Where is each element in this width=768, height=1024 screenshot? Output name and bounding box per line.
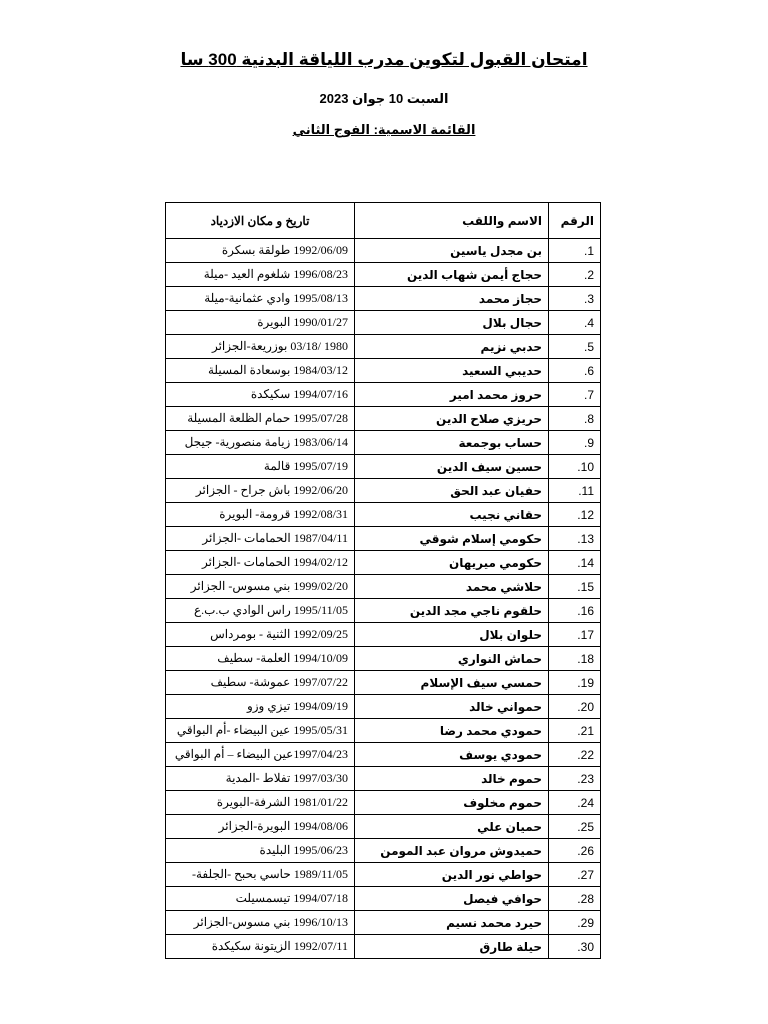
table-row	[166, 935, 601, 959]
row-number: 4.	[549, 311, 601, 335]
column-header-name: الاسم واللقب	[355, 203, 549, 239]
row-number: 1.	[549, 239, 601, 263]
candidate-name: حيرد محمد نسيم	[355, 911, 549, 935]
candidate-name: حسين سيف الدين	[355, 455, 549, 479]
table-row	[166, 719, 601, 743]
row-number: 26.	[549, 839, 601, 863]
candidate-name: حيلة طارق	[355, 935, 549, 959]
column-header-number: الرقم	[549, 203, 601, 239]
list-heading: القائمة الاسمية: الفوج الثاني	[292, 122, 476, 137]
row-number: 17.	[549, 623, 601, 647]
birth-date-place: 1995/07/19 قالمة	[166, 455, 355, 479]
table-row	[166, 815, 601, 839]
table-row	[166, 383, 601, 407]
birth-date-place: 1996/10/13 بني مسوس-الجزائر	[166, 911, 355, 935]
candidate-name: بن مجدل ياسين	[355, 239, 549, 263]
column-header-birth: تاريخ و مكان الازدياد	[166, 203, 355, 239]
table-row	[166, 287, 601, 311]
candidate-name: حروز محمد امير	[355, 383, 549, 407]
table-row	[166, 527, 601, 551]
candidate-name: حجاز محمد	[355, 287, 549, 311]
row-number: 5.	[549, 335, 601, 359]
row-number: 18.	[549, 647, 601, 671]
birth-date-place: 1995/11/05 راس الوادي ب.ب.ع	[166, 599, 355, 623]
table-row	[166, 671, 601, 695]
row-number: 6.	[549, 359, 601, 383]
birth-date-place: 1995/08/13 وادي عثمانية-ميلة	[166, 287, 355, 311]
row-number: 27.	[549, 863, 601, 887]
birth-date-place: 1996/08/23 شلغوم العيد -ميلة	[166, 263, 355, 287]
row-number: 7.	[549, 383, 601, 407]
table-row	[166, 311, 601, 335]
candidate-name: حموم خالد	[355, 767, 549, 791]
birth-date-place: 1994/10/09 العلمة- سطيف	[166, 647, 355, 671]
candidate-name: حميدوش مروان عبد المومن	[355, 839, 549, 863]
table-row	[166, 767, 601, 791]
candidate-name: حلاشي محمد	[355, 575, 549, 599]
row-number: 29.	[549, 911, 601, 935]
page-title: امتحان القبول لتكوين مدرب اللياقة البدنية 300 سا	[180, 50, 588, 69]
table-row	[166, 695, 601, 719]
candidate-name: حلقوم ناجي مجد الدين	[355, 599, 549, 623]
birth-date-place: 1983/06/14 زيامة منصورية- جيجل	[166, 431, 355, 455]
candidates-table	[165, 202, 601, 959]
table-row	[166, 791, 601, 815]
row-number: 8.	[549, 407, 601, 431]
table-row	[166, 551, 601, 575]
table-row	[166, 239, 601, 263]
birth-date-place: 1990/01/27 البويرة	[166, 311, 355, 335]
table-body	[166, 239, 601, 959]
row-number: 12.	[549, 503, 601, 527]
table-row	[166, 503, 601, 527]
table-row	[166, 887, 601, 911]
row-number: 24.	[549, 791, 601, 815]
row-number: 9.	[549, 431, 601, 455]
birth-date-place: 1994/07/16 سكيكدة	[166, 383, 355, 407]
row-number: 13.	[549, 527, 601, 551]
table-row	[166, 863, 601, 887]
birth-date-place: 1987/04/11 الحمامات -الجزائر	[166, 527, 355, 551]
birth-date-place: 1994/07/18 تيسمسيلت	[166, 887, 355, 911]
birth-date-place: 1992/06/09 طولقة بسكرة	[166, 239, 355, 263]
table-row	[166, 623, 601, 647]
exam-date: السبت 10 جوان 2023	[319, 91, 449, 106]
birth-date-place: 1997/07/22 عموشة- سطيف	[166, 671, 355, 695]
candidate-name: حديبي السعيد	[355, 359, 549, 383]
candidate-name: حوافي فيصل	[355, 887, 549, 911]
row-number: 2.	[549, 263, 601, 287]
table-row	[166, 359, 601, 383]
birth-date-place: 1984/03/12 بوسعادة المسيلة	[166, 359, 355, 383]
candidate-name: حكومي إسلام شوقي	[355, 527, 549, 551]
candidate-name: حمودي يوسف	[355, 743, 549, 767]
table-row	[166, 575, 601, 599]
birth-date-place: 1995/07/28 حمام الظلعة المسيلة	[166, 407, 355, 431]
row-number: 23.	[549, 767, 601, 791]
birth-date-place: 1997/03/30 تفلاط -المدية	[166, 767, 355, 791]
row-number: 14.	[549, 551, 601, 575]
candidate-name: حمودي محمد رضا	[355, 719, 549, 743]
table-header-row	[166, 203, 601, 239]
birth-date-place: 1992/08/31 قرومة- البويرة	[166, 503, 355, 527]
candidate-name: حماش النواري	[355, 647, 549, 671]
candidate-name: حساب بوجمعة	[355, 431, 549, 455]
birth-date-place: 1994/08/06 البويرة-الجزائر	[166, 815, 355, 839]
birth-date-place: 1989/11/05 حاسي بحبح -الجلفة-	[166, 863, 355, 887]
row-number: 15.	[549, 575, 601, 599]
row-number: 16.	[549, 599, 601, 623]
candidate-name: حموم مخلوف	[355, 791, 549, 815]
birth-date-place: 1997/04/23عين البيضاء – أم البواقي	[166, 743, 355, 767]
table-row	[166, 263, 601, 287]
row-number: 21.	[549, 719, 601, 743]
row-number: 11.	[549, 479, 601, 503]
candidate-name: حلوان بلال	[355, 623, 549, 647]
table-row	[166, 743, 601, 767]
candidate-name: حمسي سيف الإسلام	[355, 671, 549, 695]
candidate-name: حجال بلال	[355, 311, 549, 335]
candidate-name: حميان علي	[355, 815, 549, 839]
birth-date-place: 1994/09/19 تيزي وزو	[166, 695, 355, 719]
table-row	[166, 479, 601, 503]
row-number: 22.	[549, 743, 601, 767]
birth-date-place: 1992/06/20 باش جراح - الجزائر	[166, 479, 355, 503]
table-row	[166, 455, 601, 479]
birth-date-place: 1992/07/11 الزيتونة سكيكدة	[166, 935, 355, 959]
row-number: 30.	[549, 935, 601, 959]
birth-date-place: 1999/02/20 بني مسوس- الجزائر	[166, 575, 355, 599]
candidate-name: حدبي نزيم	[355, 335, 549, 359]
candidate-name: حقاني نجيب	[355, 503, 549, 527]
table-row	[166, 431, 601, 455]
candidate-name: حمواني خالد	[355, 695, 549, 719]
table-row	[166, 335, 601, 359]
row-number: 20.	[549, 695, 601, 719]
candidate-name: حواطي نور الدين	[355, 863, 549, 887]
table-row	[166, 647, 601, 671]
row-number: 28.	[549, 887, 601, 911]
birth-date-place: 1994/02/12 الحمامات -الجزائر	[166, 551, 355, 575]
row-number: 25.	[549, 815, 601, 839]
row-number: 3.	[549, 287, 601, 311]
table-row	[166, 839, 601, 863]
table-row	[166, 407, 601, 431]
candidate-name: حريزي صلاح الدين	[355, 407, 549, 431]
row-number: 10.	[549, 455, 601, 479]
candidate-name: حجاج أيمن شهاب الدين	[355, 263, 549, 287]
table-row	[166, 599, 601, 623]
birth-date-place: 1980 /03/18 بوزريعة-الجزائر	[166, 335, 355, 359]
candidate-name: حفيان عبد الحق	[355, 479, 549, 503]
birth-date-place: 1995/06/23 البليدة	[166, 839, 355, 863]
table-row	[166, 911, 601, 935]
birth-date-place: 1981/01/22 الشرفة-البويرة	[166, 791, 355, 815]
candidate-name: حكومي ميريهان	[355, 551, 549, 575]
birth-date-place: 1992/09/25 الثنية - بومرداس	[166, 623, 355, 647]
birth-date-place: 1995/05/31 عين البيضاء -أم البواقي	[166, 719, 355, 743]
row-number: 19.	[549, 671, 601, 695]
